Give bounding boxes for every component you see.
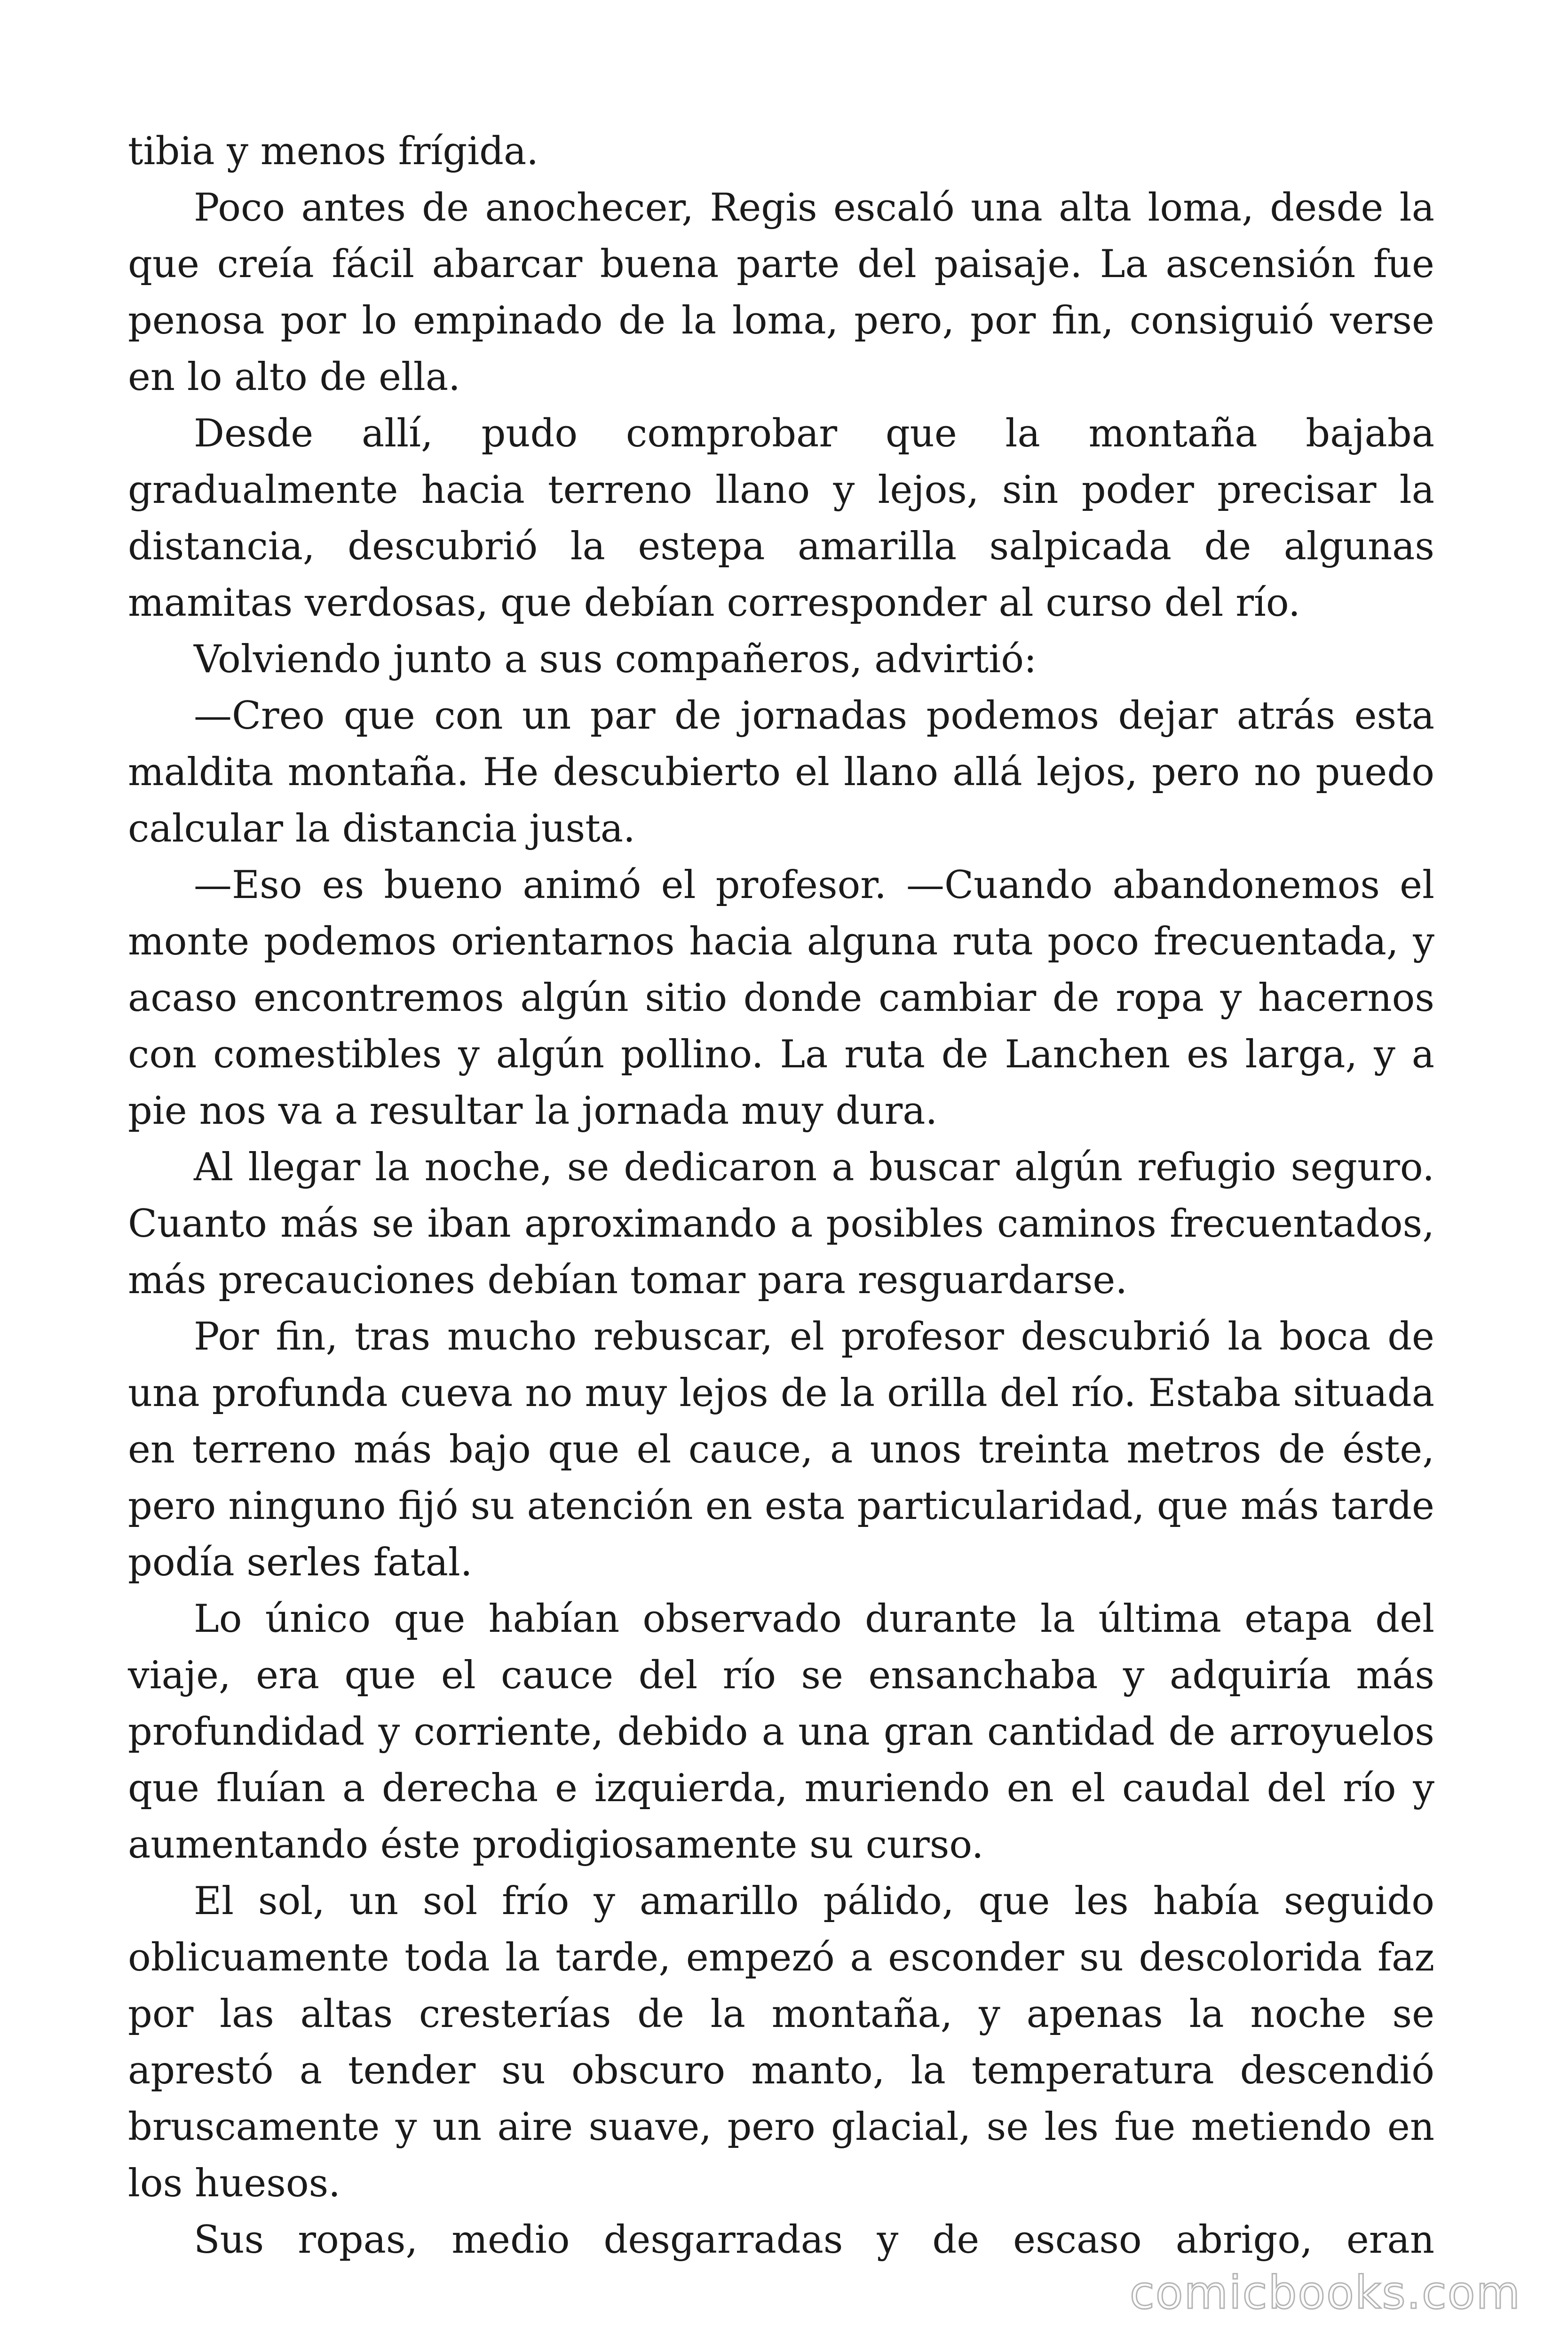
body-text — [128, 123, 1434, 2268]
dialogue-paragraph: —Creo que con un par de jornadas podemos dejar atrás esta maldita montaña. He descubierto el llano allá lejos, pero no puedo calcular la distancia justa. — [128, 694, 1434, 851]
paragraph: El sol, un sol frío y amarillo pálido, que les había seguido oblicuamente toda la tarde, empezó a esconder su descolorida faz por las altas cresterías de la montaña, y apenas la noche se aprestó a tender su obscuro manto, la temperatura descendió bruscamente y un aire suave, pero glacial, se les fue metiendo en los huesos. — [128, 1879, 1434, 2206]
paragraph-continued: Sus ropas, medio desgarradas y de escaso abrigo, eran — [194, 2218, 1434, 2262]
watermark-text: comicbooks.com — [1129, 2266, 1521, 2319]
paragraph: Volviendo junto a sus compañeros, advirtió: — [194, 637, 1037, 682]
paragraph: Por fin, tras mucho rebuscar, el profesor descubrió la boca de una profunda cueva no muy lejos de la orilla del río. Estaba situada en terreno más bajo que el cauce, a unos treinta metros de éste, pero ninguno fijó su atención en esta particularidad, que más tarde podía serles fatal. — [128, 1315, 1434, 1585]
paragraph-continuation: tibia y menos frígida. — [128, 129, 539, 174]
paragraph: Poco antes de anochecer, Regis escaló una alta loma, desde la que creía fácil abarcar buena parte del paisaje. La ascensión fue penosa por lo empinado de la loma, pero, por fin, consiguió verse en lo alto de ella. — [128, 186, 1434, 399]
dialogue-paragraph: —Eso es bueno animó el profesor. —Cuando abandonemos el monte podemos orientarnos hacia alguna ruta poco frecuentada, y acaso encontremos algún sitio donde cambiar de ropa y hacernos con comestibles y algún pollino. La ruta de Lanchen es larga, y a pie nos va a resultar la jornada muy dura. — [128, 863, 1434, 1133]
paragraph: Desde allí, pudo comprobar que la montaña bajaba gradualmente hacia terreno llano y lejos, sin poder precisar la distancia, descubrió la estepa amarilla salpicada de algunas mamitas verdosas, que debían corresponder al curso del río. — [128, 412, 1434, 625]
paragraph: Al llegar la noche, se dedicaron a buscar algún refugio seguro. Cuanto más se iban aproximando a posibles caminos frecuentados, más precauciones debían tomar para resguardarse. — [128, 1145, 1434, 1303]
paragraph: Lo único que habían observado durante la última etapa del viaje, era que el cauce del río se ensanchaba y adquiría más profundidad y corriente, debido a una gran cantidad de arroyuelos que fluían a derecha e izquierda, muriendo en el caudal del río y aumentando éste prodigiosamente su curso. — [128, 1597, 1434, 1867]
